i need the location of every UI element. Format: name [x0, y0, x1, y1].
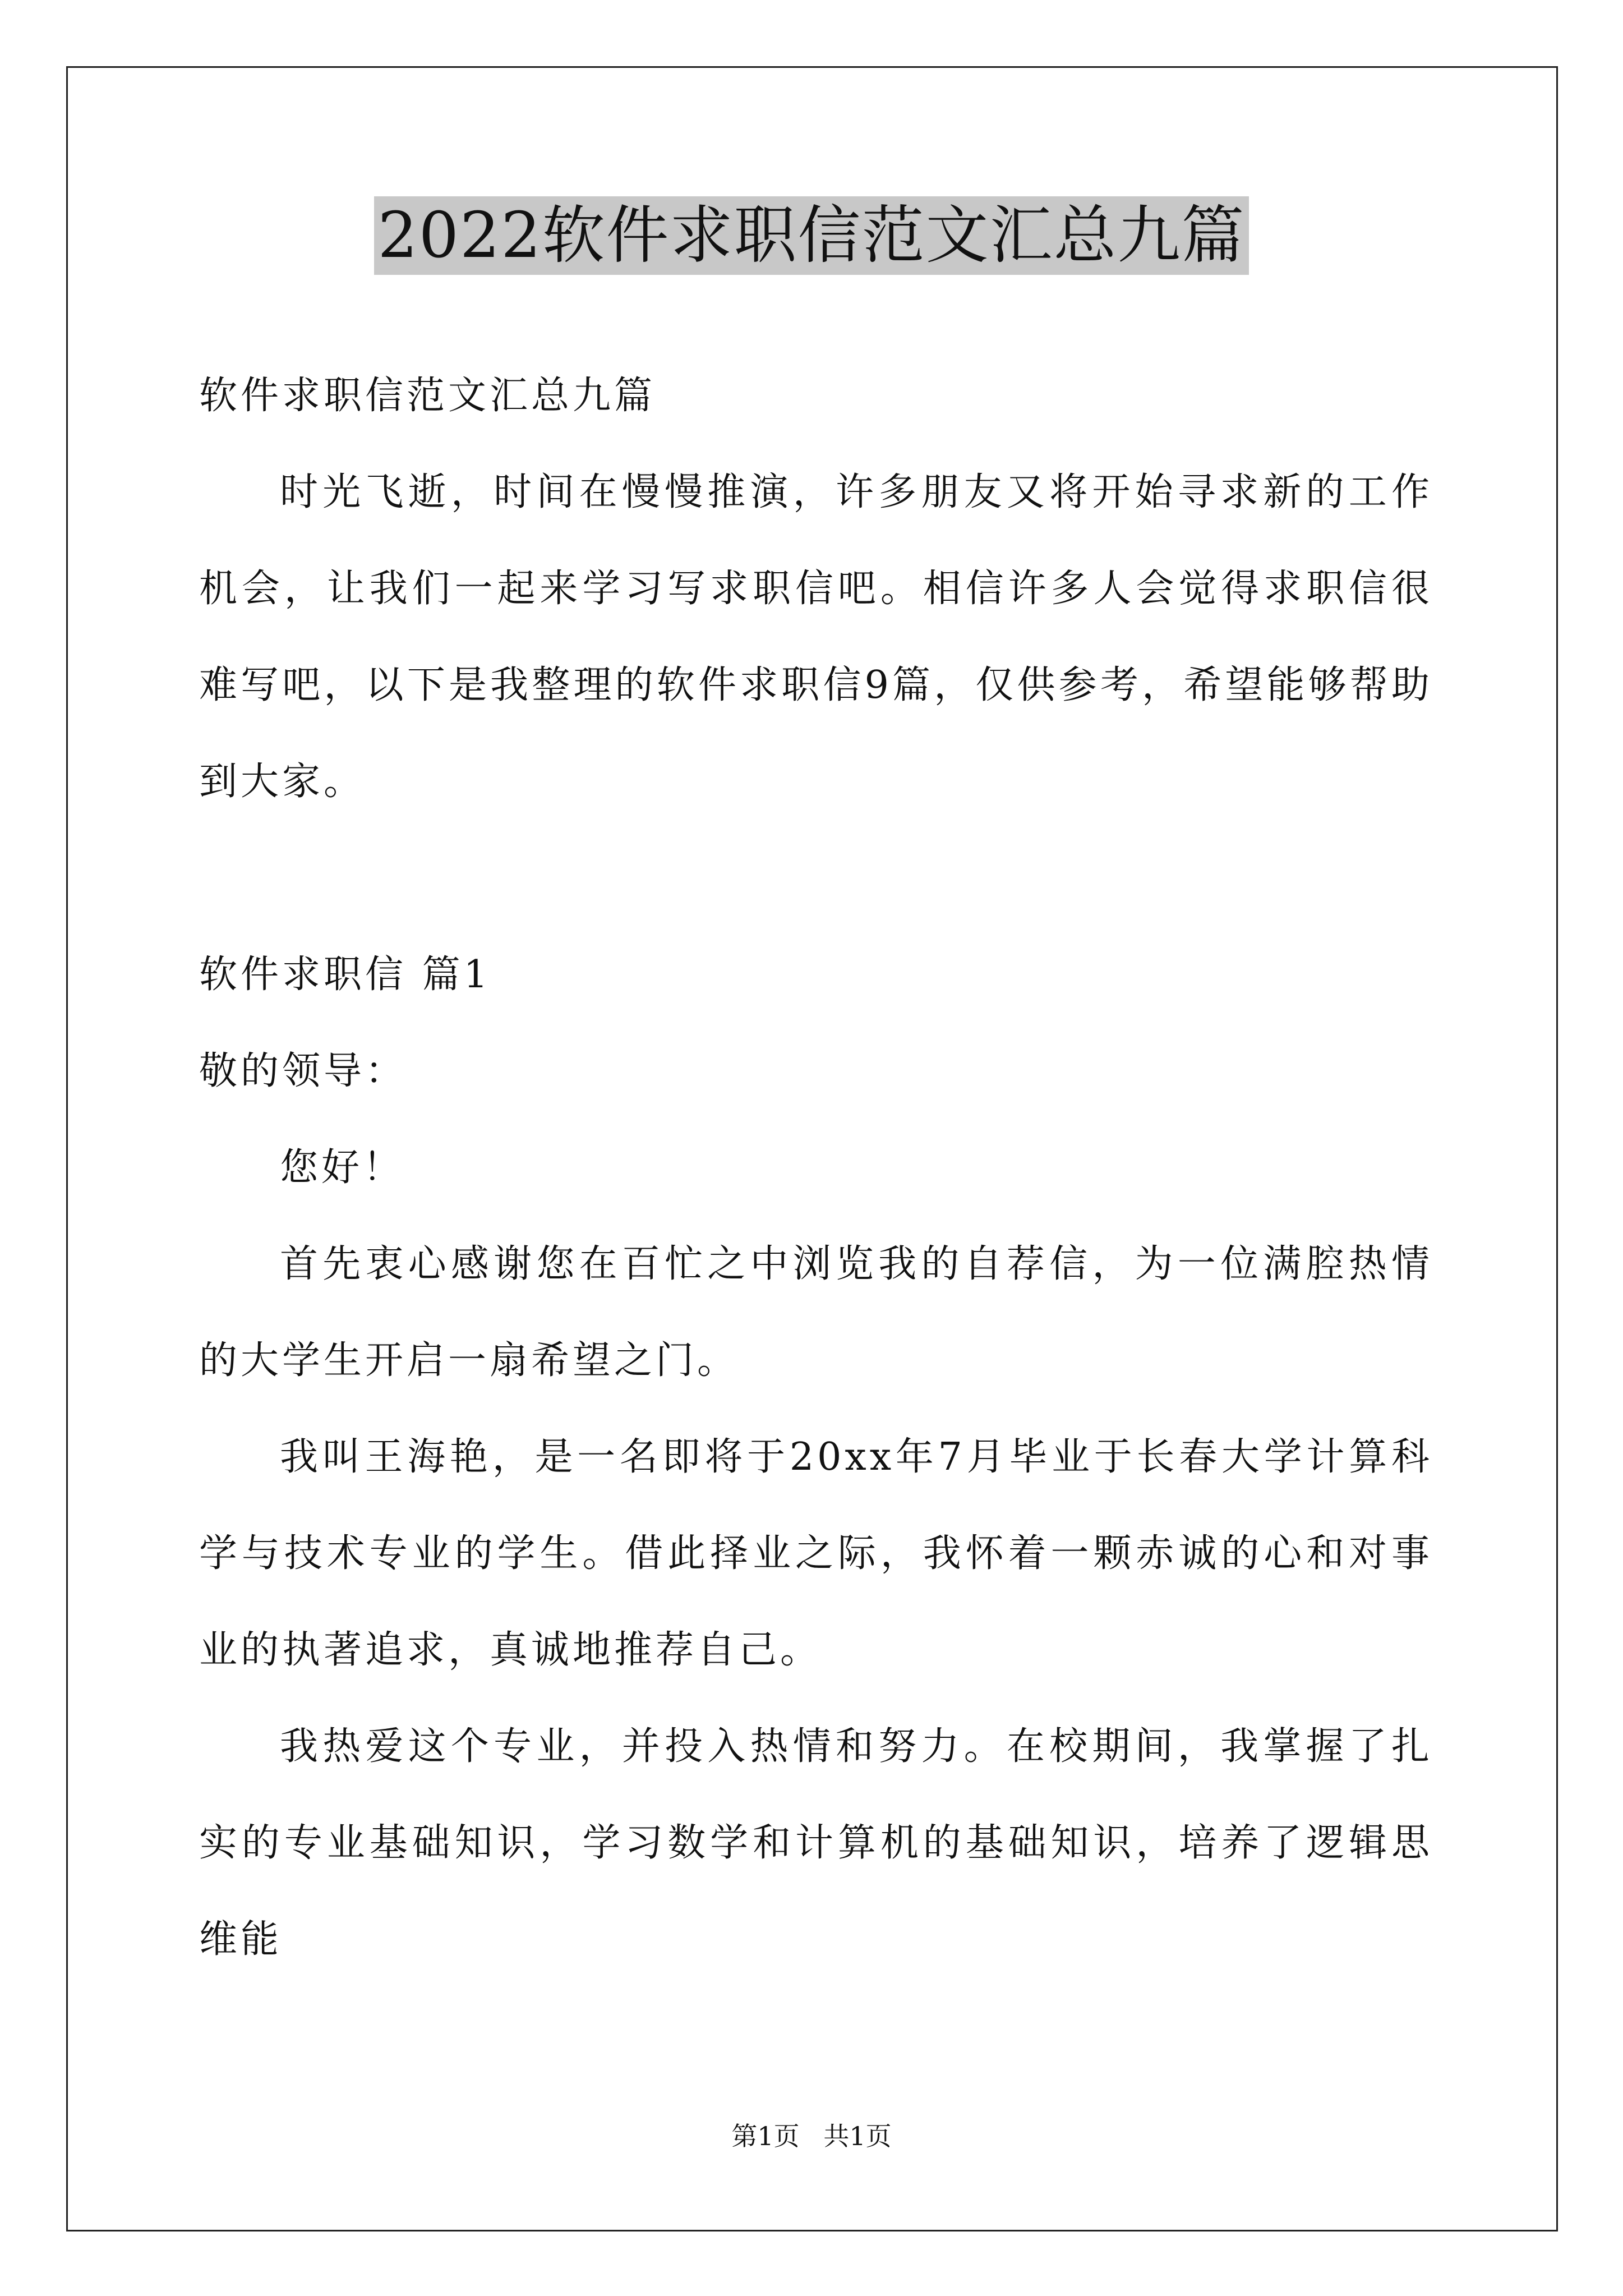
intro-paragraph: 时光飞逝，时间在慢慢推演，许多朋友又将开始寻求新的工作机会，让我们一起来学习写求职信吧。相信许多人会觉得求职信很难写吧，以下是我整理的软件求职信9篇，仅供参考，希望能够帮助到大家。	[199, 470, 1433, 804]
subtitle: 软件求职信范文汇总九篇	[199, 374, 656, 418]
body-paragraph: 我叫王海艳，是一名即将于20xx年7月毕业于长春大学计算科学与技术专业的学生。借此择业之际，我怀着一颗赤诚的心和对事业的执著追求，真诚地推荐自己。	[199, 1435, 1433, 1672]
document-title: 2022软件求职信范文汇总九篇	[374, 196, 1248, 275]
salutation: 敬的领导：	[199, 1049, 407, 1093]
page-total: 共1页	[823, 2121, 892, 2151]
document-body	[199, 348, 1433, 1988]
greeting: 您好！	[280, 1145, 405, 1190]
body-paragraph: 我热爱这个专业，并投入热情和努力。在校期间，我掌握了扎实的专业基础知识，学习数学和计算机的基础知识，培养了逻辑思维能	[199, 1724, 1433, 1962]
body-paragraph: 首先衷心感谢您在百忙之中浏览我的自荐信，为一位满腔热情的大学生开启一扇希望之门。	[199, 1242, 1433, 1383]
spacer	[199, 830, 1433, 927]
page-number: 第1页	[731, 2121, 800, 2151]
section-heading: 软件求职信 篇1	[199, 953, 491, 997]
page-footer	[0, 2119, 1623, 2153]
title-container	[0, 196, 1623, 275]
